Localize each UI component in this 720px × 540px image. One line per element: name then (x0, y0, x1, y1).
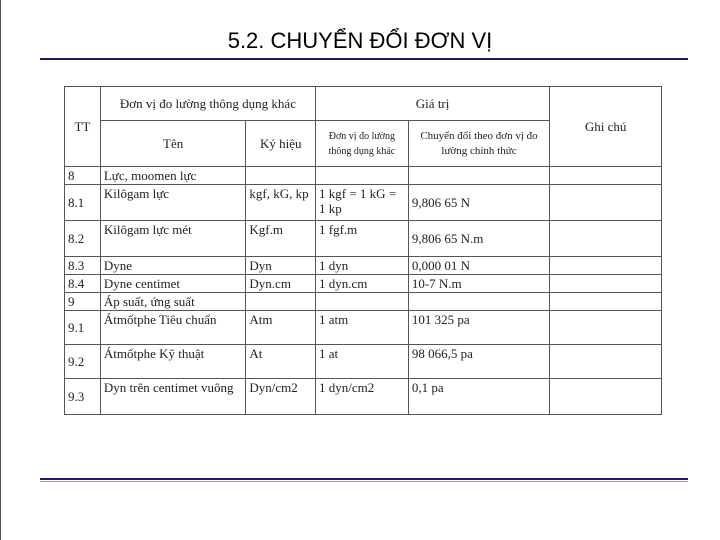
table-row (65, 311, 662, 345)
cell-unit (316, 167, 409, 185)
footer-divider-shadow (40, 481, 688, 482)
cell-name: Dyne centimet (100, 275, 246, 293)
cell-symbol: kgf, kG, kp (246, 185, 316, 221)
cell-tt: 9.1 (65, 311, 101, 345)
cell-note (550, 221, 662, 257)
cell-note (550, 379, 662, 415)
cell-conversion: 9,806 65 N (408, 185, 549, 221)
cell-unit: 1 fgf.m (316, 221, 409, 257)
cell-unit: 1 dyn.cm (316, 275, 409, 293)
cell-name: Átmốtphe Kỹ thuật (100, 345, 246, 379)
header-symbol: Ký hiệu (246, 121, 316, 167)
cell-conversion: 101 325 pa (408, 311, 549, 345)
cell-symbol: Dyn (246, 257, 316, 275)
cell-note (550, 167, 662, 185)
header-group-value: Giá trị (316, 87, 550, 121)
cell-note (550, 345, 662, 379)
cell-note (550, 311, 662, 345)
unit-conversion-table (64, 86, 662, 415)
table-row (65, 257, 662, 275)
cell-symbol (246, 167, 316, 185)
cell-unit: 1 at (316, 345, 409, 379)
table-row (65, 345, 662, 379)
cell-symbol (246, 293, 316, 311)
cell-unit (316, 293, 409, 311)
cell-conversion: 98 066,5 pa (408, 345, 549, 379)
cell-symbol: Kgf.m (246, 221, 316, 257)
cell-tt: 9 (65, 293, 101, 311)
cell-symbol: Dyn/cm2 (246, 379, 316, 415)
slide-title: 5.2. CHUYỂN ĐỔI ĐƠN VỊ (227, 28, 493, 53)
table-row (65, 293, 662, 311)
cell-unit: 1 atm (316, 311, 409, 345)
cell-unit: 1 dyn (316, 257, 409, 275)
footer-divider (40, 478, 688, 480)
cell-tt: 8.3 (65, 257, 101, 275)
table-row (65, 221, 662, 257)
table-row (65, 275, 662, 293)
cell-symbol: Dyn.cm (246, 275, 316, 293)
cell-conversion (408, 293, 549, 311)
cell-name: Átmốtphe Tiêu chuẩn (100, 311, 246, 345)
cell-conversion: 0,1 pa (408, 379, 549, 415)
cell-symbol: Atm (246, 311, 316, 345)
header-tt: TT (65, 87, 101, 167)
title-divider (40, 58, 688, 60)
cell-symbol: At (246, 345, 316, 379)
table-row (65, 185, 662, 221)
table-row (65, 167, 662, 185)
cell-tt: 9.2 (65, 345, 101, 379)
cell-conversion: 10-7 N.m (408, 275, 549, 293)
table-row (65, 379, 662, 415)
cell-tt: 9.3 (65, 379, 101, 415)
cell-tt: 8.1 (65, 185, 101, 221)
cell-name: Dyn trên centimet vuông (100, 379, 246, 415)
cell-name: Dyne (100, 257, 246, 275)
cell-tt: 8.4 (65, 275, 101, 293)
cell-name: Áp suất, ứng suất (100, 293, 246, 311)
header-unit-other: Đơn vị đo lường thông dụng khác (316, 121, 409, 167)
cell-name: Kilôgam lực (100, 185, 246, 221)
cell-note (550, 257, 662, 275)
cell-conversion (408, 167, 549, 185)
header-note: Ghi chú (550, 87, 662, 167)
slide-frame-edge (0, 0, 1, 540)
cell-name: Lực, moomen lực (100, 167, 246, 185)
cell-note (550, 293, 662, 311)
cell-conversion: 9,806 65 N.m (408, 221, 549, 257)
header-name: Tên (100, 121, 246, 167)
cell-tt: 8.2 (65, 221, 101, 257)
header-group-units: Đơn vị đo lường thông dụng khác (100, 87, 315, 121)
cell-tt: 8 (65, 167, 101, 185)
cell-unit: 1 kgf = 1 kG = 1 kp (316, 185, 409, 221)
header-conversion: Chuyển đổi theo đơn vị đo lường chính thức (408, 121, 549, 167)
cell-conversion: 0,000 01 N (408, 257, 549, 275)
cell-note (550, 185, 662, 221)
cell-name: Kilôgam lực mét (100, 221, 246, 257)
cell-unit: 1 dyn/cm2 (316, 379, 409, 415)
cell-note (550, 275, 662, 293)
